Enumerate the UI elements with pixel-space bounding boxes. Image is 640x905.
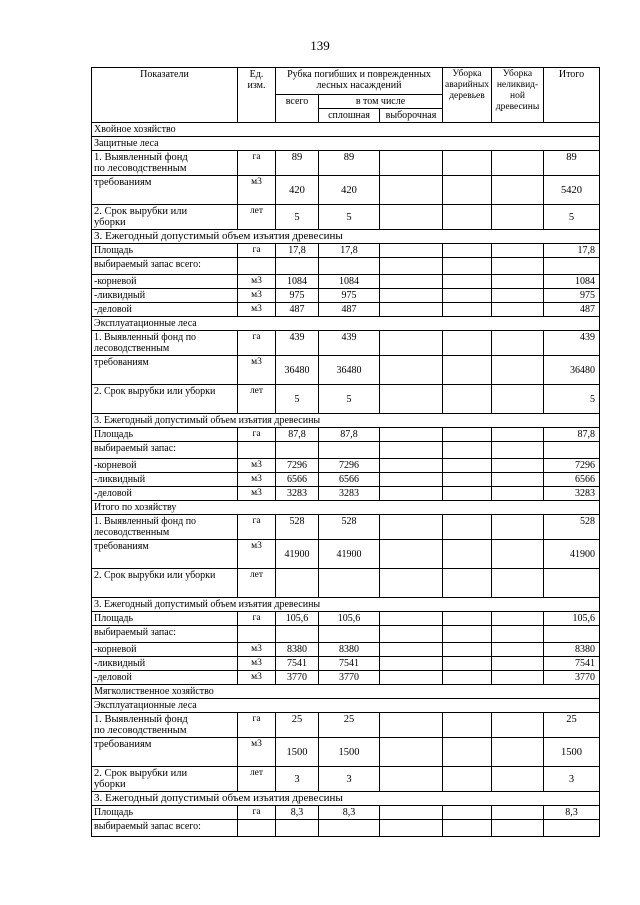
value-cell: 36480	[276, 356, 319, 385]
empty-cell	[276, 442, 319, 459]
empty-cell	[380, 473, 443, 487]
unit-cell: м3	[238, 303, 276, 317]
header-including: в том числе	[319, 95, 443, 109]
empty-cell	[238, 626, 276, 643]
label-fund-b: по лесоводственным	[94, 163, 187, 174]
section-total-farm: Итого по хозяйству	[92, 501, 600, 515]
total-cell: 5	[544, 205, 600, 230]
total-cell: 7541	[544, 657, 600, 671]
empty-cell	[492, 428, 544, 442]
empty-cell	[443, 515, 492, 540]
empty-cell	[492, 487, 544, 501]
empty-cell	[443, 820, 492, 837]
empty-cell	[380, 356, 443, 385]
unit-cell: лет	[238, 205, 276, 230]
row-label: -деловой	[92, 671, 238, 685]
row-label	[92, 331, 238, 356]
header-emergency: Уборка аварийных деревьев	[443, 68, 492, 123]
value-cell: 25	[276, 713, 319, 738]
total-cell: 87,8	[544, 428, 600, 442]
value-cell: 89	[276, 151, 319, 176]
total-cell: 6566	[544, 473, 600, 487]
empty-cell	[492, 657, 544, 671]
value-cell: 1500	[319, 738, 380, 767]
empty-cell	[443, 428, 492, 442]
total-cell: 1084	[544, 275, 600, 289]
value-cell: 87,8	[319, 428, 380, 442]
total-cell: 89	[544, 151, 600, 176]
empty-cell	[492, 331, 544, 356]
empty-cell	[492, 244, 544, 258]
unit-cell: га	[238, 806, 276, 820]
empty-cell	[492, 540, 544, 569]
unit-cell: м3	[238, 540, 276, 569]
row-label: выбираемый запас всего:	[92, 258, 238, 275]
value-cell: 6566	[276, 473, 319, 487]
row-annual: 3. Ежегодный допустимый объем изъятия древесины	[92, 792, 600, 806]
header-total-felling: всего	[276, 95, 319, 123]
section-protective: Защитные леса	[92, 137, 600, 151]
value-cell: 5	[276, 205, 319, 230]
empty-cell	[443, 385, 492, 414]
total-cell: 41900	[544, 540, 600, 569]
empty-cell	[238, 258, 276, 275]
unit-cell: га	[238, 612, 276, 626]
value-cell: 420	[276, 176, 319, 205]
row-label: требованиям	[92, 540, 238, 569]
header-illiquid: Уборка неликвид-ной древесины	[492, 68, 544, 123]
label-fund: 1. Выявленный фонд	[94, 152, 188, 163]
empty-cell	[443, 176, 492, 205]
label-term: 2. Срок вырубки или	[94, 768, 188, 779]
empty-cell	[492, 612, 544, 626]
empty-cell	[492, 713, 544, 738]
empty-cell	[443, 657, 492, 671]
total-cell: 3770	[544, 671, 600, 685]
value-cell: 3770	[276, 671, 319, 685]
value-cell: 105,6	[319, 612, 380, 626]
value-cell: 17,8	[319, 244, 380, 258]
unit-cell: м3	[238, 176, 276, 205]
unit-cell: га	[238, 151, 276, 176]
empty-cell	[492, 459, 544, 473]
empty-cell	[380, 151, 443, 176]
label-term-b: уборки	[94, 217, 126, 228]
unit-cell: га	[238, 244, 276, 258]
empty-cell	[319, 258, 380, 275]
total-cell: 528	[544, 515, 600, 540]
value-cell: 6566	[319, 473, 380, 487]
value-cell: 528	[319, 515, 380, 540]
value-cell: 5	[319, 205, 380, 230]
empty-cell	[380, 303, 443, 317]
row-annual: 3. Ежегодный допустимый объем изъятия древесины	[92, 414, 600, 428]
label-term-b: уборки	[94, 779, 126, 790]
empty-cell	[380, 176, 443, 205]
unit-cell: м3	[238, 473, 276, 487]
unit-cell: га	[238, 428, 276, 442]
row-label: -деловой	[92, 487, 238, 501]
empty-cell	[492, 643, 544, 657]
empty-cell	[380, 820, 443, 837]
value-cell: 7296	[276, 459, 319, 473]
total-cell: 17,8	[544, 244, 600, 258]
value-cell: 487	[319, 303, 380, 317]
empty-cell	[380, 205, 443, 230]
empty-cell	[492, 626, 544, 643]
total-cell: 3	[544, 767, 600, 792]
value-cell: 1500	[276, 738, 319, 767]
unit-cell: м3	[238, 356, 276, 385]
value-cell: 5	[276, 385, 319, 414]
empty-cell	[443, 289, 492, 303]
section-coniferous: Хвойное хозяйство	[92, 123, 600, 137]
empty-cell	[492, 473, 544, 487]
header-unit: Ед. изм.	[238, 68, 276, 123]
empty-cell	[492, 738, 544, 767]
empty-cell	[492, 356, 544, 385]
empty-cell	[380, 806, 443, 820]
total-cell: 8,3	[544, 806, 600, 820]
value-cell: 1084	[319, 275, 380, 289]
value-cell: 8380	[319, 643, 380, 657]
empty-cell	[319, 626, 380, 643]
unit-cell: м3	[238, 657, 276, 671]
empty-cell	[443, 643, 492, 657]
value-cell: 3	[319, 767, 380, 792]
empty-cell	[276, 569, 319, 598]
label-fund-b: лесоводственным	[94, 527, 170, 538]
value-cell: 7541	[276, 657, 319, 671]
empty-cell	[443, 671, 492, 685]
empty-cell	[492, 671, 544, 685]
row-label: Площадь	[92, 612, 238, 626]
section-exploitation-softwood: Эксплуатационные леса	[92, 699, 600, 713]
empty-cell	[443, 569, 492, 598]
empty-cell	[380, 442, 443, 459]
row-label: требованиям	[92, 738, 238, 767]
empty-cell	[238, 442, 276, 459]
empty-cell	[443, 244, 492, 258]
row-label: -корневой	[92, 643, 238, 657]
empty-cell	[380, 515, 443, 540]
empty-cell	[380, 385, 443, 414]
empty-cell	[319, 442, 380, 459]
label-fund: 1. Выявленный фонд	[94, 714, 188, 725]
empty-cell	[238, 820, 276, 837]
row-label: -ликвидный	[92, 657, 238, 671]
header-total: Итого	[544, 68, 600, 123]
row-annual: 3. Ежегодный допустимый объем изъятия древесины	[92, 598, 600, 612]
empty-cell	[492, 303, 544, 317]
unit-cell: м3	[238, 459, 276, 473]
value-cell: 87,8	[276, 428, 319, 442]
empty-cell	[492, 442, 544, 459]
empty-cell	[276, 820, 319, 837]
total-cell: 3283	[544, 487, 600, 501]
empty-cell	[544, 820, 600, 837]
value-cell: 439	[319, 331, 380, 356]
empty-cell	[380, 671, 443, 685]
row-annual: 3. Ежегодный допустимый объем изъятия древесины	[92, 230, 600, 244]
unit-cell: га	[238, 713, 276, 738]
header-selective: выборочная	[380, 109, 443, 123]
row-label: -корневой	[92, 459, 238, 473]
row-label: выбираемый запас:	[92, 442, 238, 459]
empty-cell	[276, 258, 319, 275]
row-label	[92, 713, 238, 738]
row-label: Площадь	[92, 428, 238, 442]
total-cell: 487	[544, 303, 600, 317]
value-cell: 439	[276, 331, 319, 356]
empty-cell	[443, 303, 492, 317]
empty-cell	[492, 806, 544, 820]
value-cell: 8,3	[319, 806, 380, 820]
total-cell: 25	[544, 713, 600, 738]
value-cell: 7296	[319, 459, 380, 473]
value-cell: 5	[319, 385, 380, 414]
empty-cell	[380, 540, 443, 569]
total-cell: 5420	[544, 176, 600, 205]
value-cell: 41900	[319, 540, 380, 569]
value-cell: 7541	[319, 657, 380, 671]
section-exploitation: Эксплуатационные леса	[92, 317, 600, 331]
total-cell: 105,6	[544, 612, 600, 626]
forest-felling-table	[91, 67, 600, 837]
row-label: Площадь	[92, 244, 238, 258]
row-label: -ликвидный	[92, 289, 238, 303]
label-fund-b: лесоводственным	[94, 343, 170, 354]
empty-cell	[380, 275, 443, 289]
row-label	[92, 767, 238, 792]
total-cell: 439	[544, 331, 600, 356]
value-cell: 17,8	[276, 244, 319, 258]
empty-cell	[380, 767, 443, 792]
row-label: выбираемый запас всего:	[92, 820, 238, 837]
header-indicators: Показатели	[92, 68, 238, 123]
unit-cell: м3	[238, 643, 276, 657]
empty-cell	[492, 820, 544, 837]
empty-cell	[380, 643, 443, 657]
label-fund-b: по лесоводственным	[94, 725, 187, 736]
value-cell: 105,6	[276, 612, 319, 626]
empty-cell	[380, 569, 443, 598]
empty-cell	[319, 820, 380, 837]
row-label	[92, 151, 238, 176]
value-cell: 3770	[319, 671, 380, 685]
empty-cell	[319, 569, 380, 598]
empty-cell	[544, 258, 600, 275]
unit-cell: м3	[238, 275, 276, 289]
empty-cell	[443, 713, 492, 738]
total-cell: 7296	[544, 459, 600, 473]
empty-cell	[380, 331, 443, 356]
row-label	[92, 515, 238, 540]
unit-cell: га	[238, 331, 276, 356]
page-number: 139	[310, 38, 330, 53]
empty-cell	[380, 713, 443, 738]
empty-cell	[443, 331, 492, 356]
empty-cell	[380, 626, 443, 643]
total-cell: 1500	[544, 738, 600, 767]
empty-cell	[443, 473, 492, 487]
empty-cell	[492, 151, 544, 176]
row-label	[92, 205, 238, 230]
empty-cell	[380, 428, 443, 442]
row-label: 2. Срок вырубки или уборки	[92, 385, 238, 414]
empty-cell	[492, 289, 544, 303]
empty-cell	[544, 569, 600, 598]
unit-cell: м3	[238, 289, 276, 303]
empty-cell	[443, 612, 492, 626]
empty-cell	[443, 205, 492, 230]
value-cell: 36480	[319, 356, 380, 385]
value-cell: 8,3	[276, 806, 319, 820]
total-cell: 36480	[544, 356, 600, 385]
section-softwood: Мягколиственное хозяйство	[92, 685, 600, 699]
empty-cell	[492, 205, 544, 230]
empty-cell	[492, 385, 544, 414]
empty-cell	[492, 569, 544, 598]
value-cell: 3	[276, 767, 319, 792]
total-cell: 8380	[544, 643, 600, 657]
empty-cell	[443, 626, 492, 643]
empty-cell	[544, 626, 600, 643]
empty-cell	[443, 767, 492, 792]
label-fund: 1. Выявленный фонд по	[94, 332, 197, 343]
empty-cell	[380, 487, 443, 501]
row-label: Площадь	[92, 806, 238, 820]
unit-cell: м3	[238, 487, 276, 501]
value-cell: 3283	[319, 487, 380, 501]
empty-cell	[380, 738, 443, 767]
empty-cell	[380, 289, 443, 303]
value-cell: 1084	[276, 275, 319, 289]
empty-cell	[380, 657, 443, 671]
unit-cell: лет	[238, 767, 276, 792]
label-fund: 1. Выявленный фонд по	[94, 516, 197, 527]
row-label: -ликвидный	[92, 473, 238, 487]
empty-cell	[492, 258, 544, 275]
unit-cell: лет	[238, 569, 276, 598]
value-cell: 3283	[276, 487, 319, 501]
row-label: требованиям	[92, 356, 238, 385]
empty-cell	[443, 738, 492, 767]
label-term: 2. Срок вырубки или	[94, 206, 188, 217]
value-cell: 420	[319, 176, 380, 205]
row-label: -деловой	[92, 303, 238, 317]
row-label: выбираемый запас:	[92, 626, 238, 643]
empty-cell	[443, 258, 492, 275]
value-cell: 975	[276, 289, 319, 303]
unit-cell: м3	[238, 671, 276, 685]
header-felling-group: Рубка погибших и поврежденных лесных насаждений	[276, 68, 443, 95]
value-cell: 487	[276, 303, 319, 317]
empty-cell	[492, 176, 544, 205]
empty-cell	[492, 515, 544, 540]
empty-cell	[380, 244, 443, 258]
empty-cell	[276, 626, 319, 643]
value-cell: 41900	[276, 540, 319, 569]
value-cell: 25	[319, 713, 380, 738]
empty-cell	[544, 442, 600, 459]
header-clear: сплошная	[319, 109, 380, 123]
unit-cell: лет	[238, 385, 276, 414]
empty-cell	[443, 356, 492, 385]
empty-cell	[380, 612, 443, 626]
value-cell: 528	[276, 515, 319, 540]
empty-cell	[443, 442, 492, 459]
empty-cell	[443, 151, 492, 176]
empty-cell	[443, 459, 492, 473]
empty-cell	[443, 806, 492, 820]
total-cell: 975	[544, 289, 600, 303]
empty-cell	[380, 459, 443, 473]
empty-cell	[492, 767, 544, 792]
value-cell: 975	[319, 289, 380, 303]
empty-cell	[443, 487, 492, 501]
empty-cell	[492, 275, 544, 289]
empty-cell	[380, 258, 443, 275]
empty-cell	[443, 275, 492, 289]
value-cell: 89	[319, 151, 380, 176]
empty-cell	[443, 540, 492, 569]
total-cell: 5	[544, 385, 600, 414]
row-label: требованиям	[92, 176, 238, 205]
row-label: -корневой	[92, 275, 238, 289]
value-cell: 8380	[276, 643, 319, 657]
unit-cell: га	[238, 515, 276, 540]
unit-cell: м3	[238, 738, 276, 767]
row-label: 2. Срок вырубки или уборки	[92, 569, 238, 598]
